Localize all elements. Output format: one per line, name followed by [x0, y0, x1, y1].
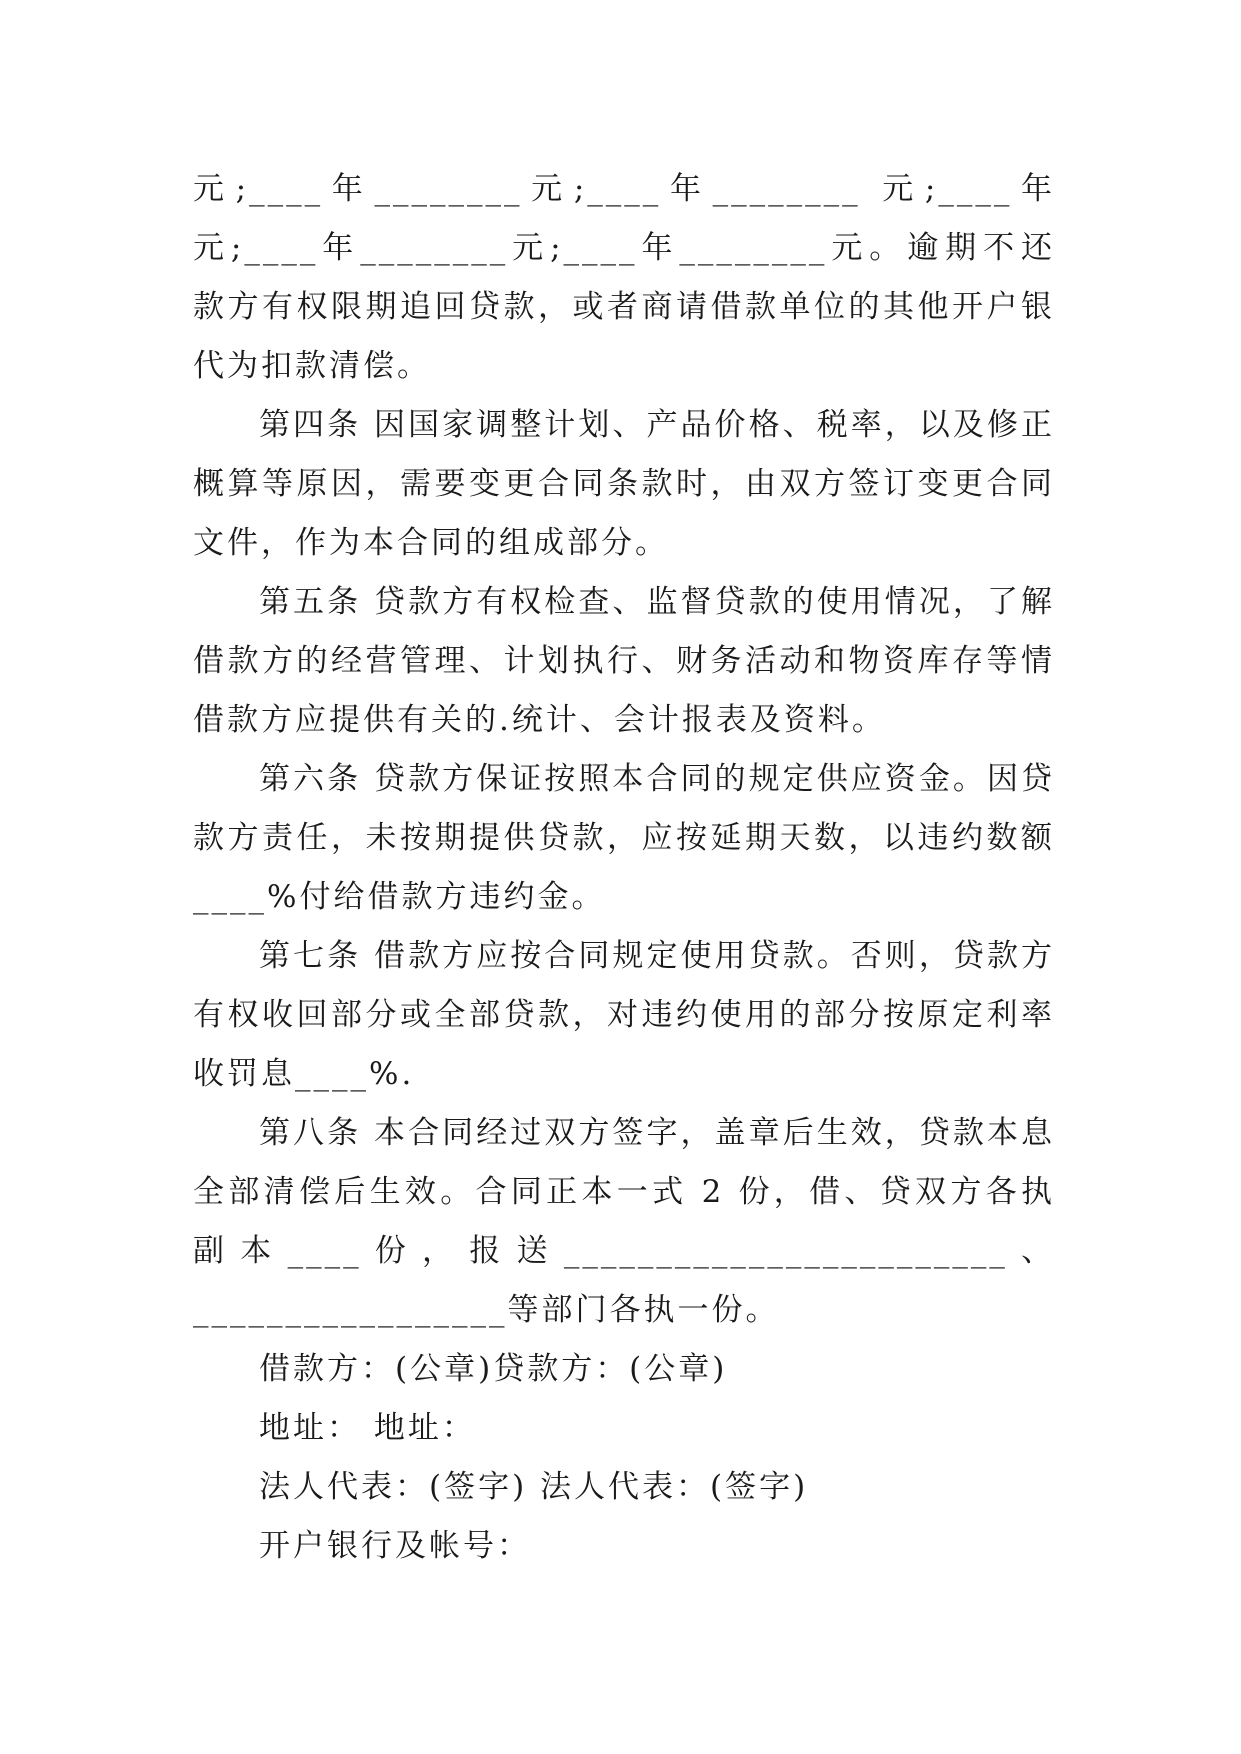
- signature-party-line: 借款方：(公章)贷款方：(公章): [259, 1351, 728, 1387]
- text-line-9: 借款方的经营管理、计划执行、财务活动和物资库存等情: [193, 643, 1055, 679]
- text-line-2: 元;____年________元;____年________元。逾期不还: [193, 230, 1055, 266]
- text-line-6: 概算等原因，需要变更合同条款时，由双方签订变更合同: [193, 466, 1055, 502]
- text-line-7: 文件，作为本合同的组成部分。: [193, 525, 669, 561]
- text-line-16: 收罚息____%.: [193, 1056, 415, 1092]
- text-line-10: 借款方应提供有关的.统计、会计报表及资料。: [193, 702, 886, 738]
- text-line-4: 代为扣款清偿。: [193, 348, 431, 384]
- signature-address-line: 地址： 地址：: [259, 1410, 476, 1446]
- signature-representative-line: 法人代表：(签字) 法人代表：(签字): [259, 1469, 809, 1505]
- text-line-13: ____%付给借款方违约金。: [193, 879, 606, 915]
- article-8-heading-line: 第八条 本合同经过双方签字，盖章后生效，贷款本息: [259, 1115, 1055, 1151]
- text-line-12: 款方责任，未按期提供贷款，应按延期天数，以违约数额: [193, 820, 1055, 856]
- article-6-heading-line: 第六条 贷款方保证按照本合同的规定供应资金。因贷: [259, 761, 1055, 797]
- document-page: [193, 160, 1055, 1576]
- text-line-18: 全部清偿后生效。合同正本一式 2 份，借、贷双方各执: [193, 1174, 1055, 1210]
- article-5-heading-line: 第五条 贷款方有权检查、监督贷款的使用情况，了解: [259, 584, 1055, 620]
- text-line-19: 副 本 ____ 份 ， 报 送 ________________________ 、: [193, 1233, 1055, 1269]
- signature-bank-account-line: 开户银行及帐号：: [259, 1528, 531, 1564]
- text-line-15: 有权收回部分或全部贷款，对违约使用的部分按原定利率: [193, 997, 1055, 1033]
- text-line-3: 款方有权限期追回贷款，或者商请借款单位的其他开户银: [193, 289, 1055, 325]
- text-line-20: _________________等部门各执一份。: [193, 1292, 780, 1328]
- article-4-heading-line: 第四条 因国家调整计划、产品价格、税率，以及修正: [259, 407, 1055, 443]
- text-line-1: 元;____年________元;____年________ 元;____年: [193, 171, 1055, 207]
- article-7-heading-line: 第七条 借款方应按合同规定使用贷款。否则，贷款方: [259, 938, 1055, 974]
